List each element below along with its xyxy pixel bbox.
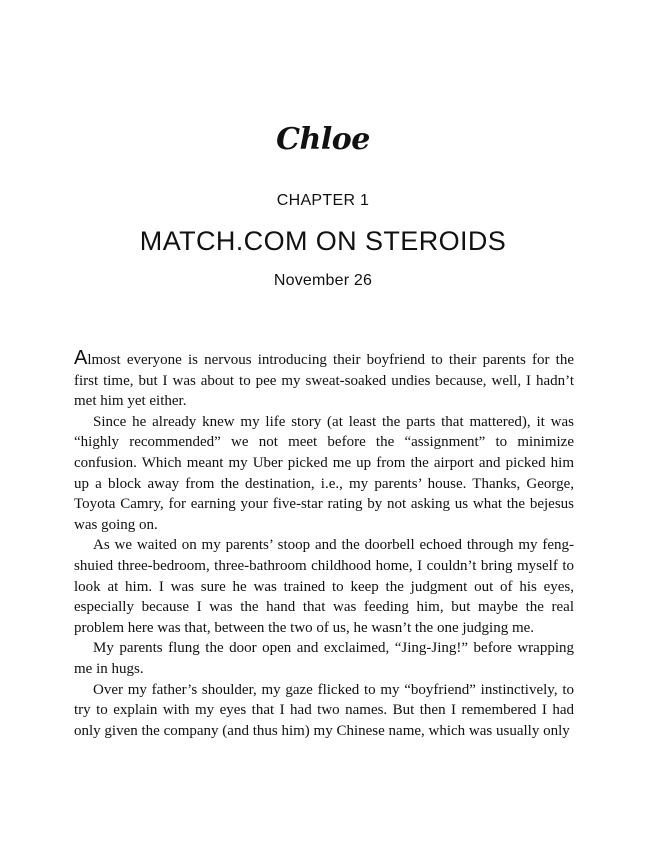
paragraph: Since he already knew my life story (at least the parts that mattered), it was “highly recommended” we not meet before the “assignment” to minimize confusion. Which meant my Uber picked me up from the airport and picked him up a block away from the destination, i.e., my parents’ house. Thanks, George, Toyota Camry, for earning your five-star rating by not asking us what the bejesus was going on.: [74, 413, 574, 533]
paragraph: My parents flung the door open and exclaimed, “Jing-Jing!” before wrapping me in hugs.: [74, 640, 574, 677]
drop-cap: A: [74, 347, 88, 369]
paragraph: Over my father’s shoulder, my gaze flicked to my “boyfriend” instinctively, to try to explain with my eyes that I had two names. But then I remembered I had only given the company (and thus him) my Chinese name, which was usually only: [74, 681, 574, 739]
pov-character-name: Chloe: [276, 122, 370, 157]
chapter-label: CHAPTER 1: [276, 192, 370, 209]
chapter-body: [74, 347, 574, 741]
chapter-title: MATCH.COM ON STEROIDS: [139, 226, 507, 256]
paragraph: As we waited on my parents’ stoop and the doorbell echoed through my feng-shuied three-bedroom, three-bathroom childhood home, I couldn’t bring myself to look at him. I was sure he was trained to keep the judgment out of his eyes, especially because I was the hand that was feeding him, but maybe the real problem here was that, between the two of us, he wasn’t the one judging me.: [74, 537, 574, 636]
paragraph: [74, 347, 574, 412]
paragraph-text: lmost everyone is nervous introducing their boyfriend to their parents for the first time, but I was about to pee my sweat-soaked undies because, well, I hadn’t met him yet either.: [74, 352, 574, 410]
chapter-date: November 26: [273, 272, 373, 289]
